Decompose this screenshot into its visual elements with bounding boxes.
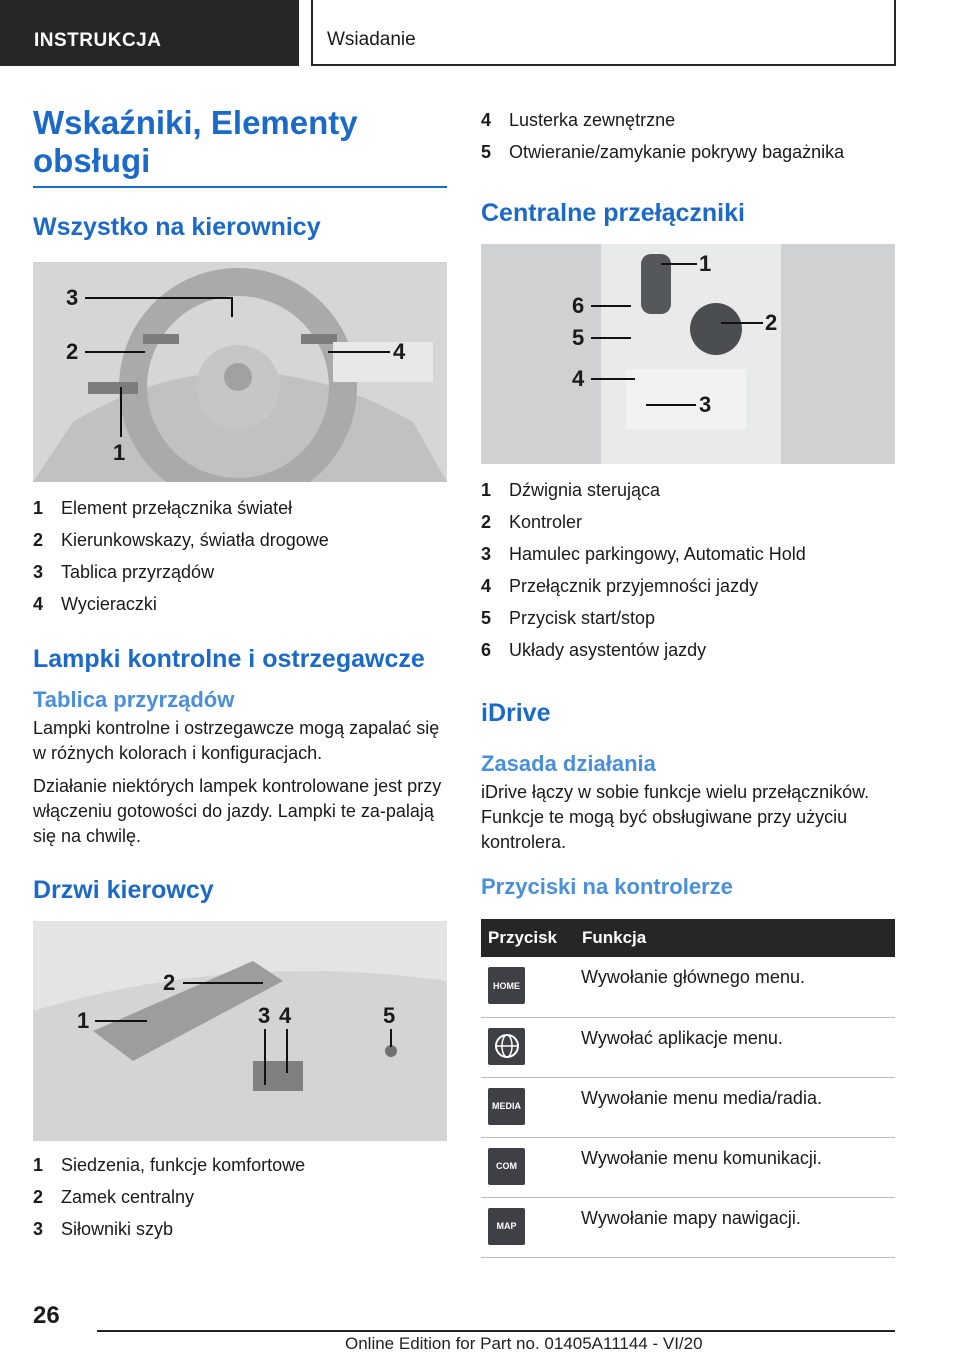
media-button-icon: MEDIA [488, 1088, 525, 1125]
section-title-central-switches: Centralne przełączniki [481, 199, 745, 227]
edition-footer: Online Edition for Part no. 01405A11144 - VI/20 [345, 1334, 703, 1353]
section-title-idrive: iDrive [481, 699, 551, 727]
list-item: 4 Lusterka zewnętrzne [481, 110, 676, 130]
right-column [481, 104, 895, 1258]
callout-line [328, 351, 390, 353]
globe-icon [488, 1028, 525, 1065]
list-item: 5 Otwieranie/zamykanie pokrywy bagażnika [481, 142, 845, 162]
callout-number: 2 [66, 339, 79, 364]
center-legend-list [481, 474, 895, 666]
left-column [33, 104, 447, 1245]
callout-number: 2 [765, 310, 778, 335]
table-cell-function: Wywołanie głównego menu. [575, 957, 895, 1017]
paragraph: Lampki kontrolne i ostrzegawcze mogą zapalać się w różnych kolorach i konfiguracjach. [33, 718, 440, 763]
table-cell-function: Wywołanie menu komunikacji. [575, 1137, 895, 1197]
door-legend-list [33, 1149, 447, 1245]
section-title-warning-lamps: Lampki kontrolne i ostrzegawcze [33, 645, 425, 673]
header-chapter-title: Wsiadanie [311, 0, 896, 66]
callout-line [231, 297, 233, 317]
page-number: 26 [33, 1302, 60, 1329]
paragraph: Działanie niektórych lampek kontrolowane jest przy włączeniu gotowości do jazdy. Lampki te za-palają się na chwilę. [33, 776, 442, 846]
table-cell-function: Wywołanie mapy nawigacji. [575, 1197, 895, 1257]
list-item: 2 Zamek centralny [33, 1187, 195, 1207]
subsection-title-controller-buttons: Przyciski na kontrolerze [481, 874, 733, 899]
callout-line [95, 1020, 147, 1022]
callout-line [120, 387, 122, 437]
subsection-title-principle: Zasada działania [481, 751, 656, 776]
page-header [0, 0, 960, 66]
list-item: 1 Siedzenia, funkcje komfortowe [33, 1155, 306, 1175]
callout-number: 6 [572, 293, 585, 318]
callout-number: 3 [699, 392, 712, 417]
callout-number: 5 [572, 325, 585, 350]
center-console-image [481, 244, 895, 464]
steering-legend-list [33, 492, 447, 620]
driver-door-illustration [33, 921, 447, 1141]
subsection-title-cluster: Tablica przyrządów [33, 687, 235, 712]
callout-number: 3 [258, 1003, 271, 1028]
section-title-steering: Wszystko na kierownicy [33, 213, 321, 241]
list-item: 4 Wycieraczki [33, 594, 157, 614]
list-item: 6 Układy asystentów jazdy [481, 640, 707, 660]
list-item: 1 Dźwignia sterująca [481, 480, 661, 500]
center-console-illustration [481, 244, 895, 464]
callout-number: 1 [77, 1008, 90, 1033]
map-button-icon: MAP [488, 1208, 525, 1245]
steering-wheel-image [33, 262, 447, 482]
table-cell-function: Wywołać aplikacje menu. [575, 1017, 895, 1077]
callout-line [85, 297, 233, 299]
callout-number: 4 [572, 366, 585, 391]
callout-line [591, 378, 635, 380]
list-item: 4 Przełącznik przyjemności jazdy [481, 576, 759, 596]
callout-line [286, 1029, 288, 1073]
callout-line [646, 404, 696, 406]
table-header-button: Przycisk [481, 919, 575, 957]
list-item: 3 Hamulec parkingowy, Automatic Hold [481, 544, 806, 564]
table-row [481, 1077, 895, 1137]
table-header-function: Funkcja [575, 919, 895, 957]
driver-door-image [33, 921, 447, 1141]
callout-number: 2 [163, 970, 176, 995]
header-section-tab: INSTRUKCJA [0, 0, 299, 66]
list-item: 3 Siłowniki szyb [33, 1219, 174, 1239]
table-row [481, 1017, 895, 1077]
callout-number: 4 [279, 1003, 292, 1028]
list-item: 3 Tablica przyrządów [33, 562, 215, 582]
callout-number: 1 [113, 440, 126, 465]
callout-line [721, 322, 763, 324]
list-item: 5 Przycisk start/stop [481, 608, 656, 628]
table-row [481, 1137, 895, 1197]
table-cell-function: Wywołanie menu media/radia. [575, 1077, 895, 1137]
list-item: 1 Element przełącznika świateł [33, 498, 293, 518]
callout-line [661, 263, 697, 265]
callout-number: 5 [383, 1003, 396, 1028]
callout-line [390, 1029, 392, 1047]
paragraph: iDrive łączy w sobie funkcje wielu przełączników. Funkcje te mogą być obsługiwane przy użyciu kontrolera. [481, 782, 870, 852]
callout-line [183, 982, 263, 984]
controller-buttons-table [481, 919, 895, 1258]
callout-line [264, 1029, 266, 1085]
door-legend-continued [481, 104, 895, 168]
callout-line [591, 337, 631, 339]
steering-wheel-illustration [33, 262, 447, 482]
table-row [481, 957, 895, 1017]
page-title: Wskaźniki, Elementy obsługi [33, 104, 447, 188]
list-item: 2 Kierunkowskazy, światła drogowe [33, 530, 329, 550]
callout-number: 1 [699, 251, 712, 276]
section-title-driver-door: Drzwi kierowcy [33, 876, 214, 904]
callout-line [85, 351, 145, 353]
list-item: 2 Kontroler [481, 512, 583, 532]
footer-rule [97, 1330, 895, 1332]
com-button-icon: COM [488, 1148, 525, 1185]
table-row [481, 1197, 895, 1257]
callout-number: 4 [393, 339, 406, 364]
home-button-icon: HOME [488, 967, 525, 1004]
callout-line [591, 305, 631, 307]
callout-number: 3 [66, 285, 79, 310]
table-header-row [481, 919, 895, 957]
